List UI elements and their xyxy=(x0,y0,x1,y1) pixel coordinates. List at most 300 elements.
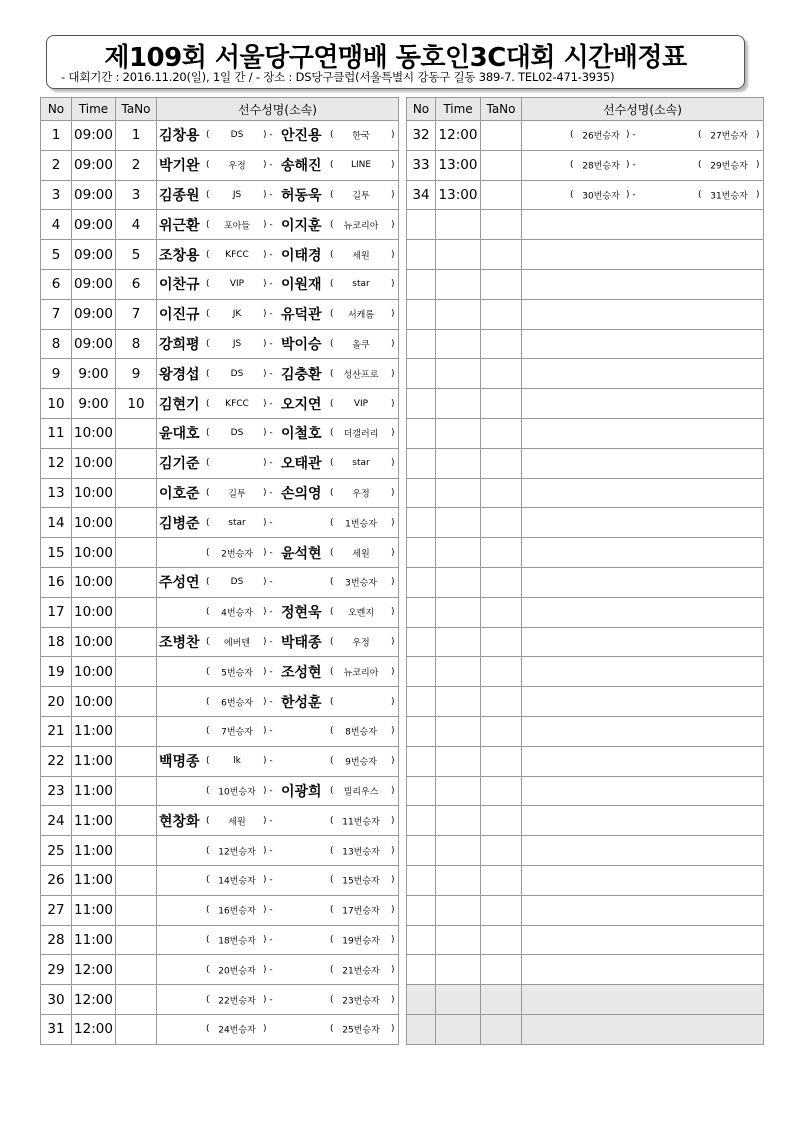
paren: ( xyxy=(206,756,210,767)
paren: ) xyxy=(391,934,395,945)
match-players xyxy=(157,687,399,717)
paren: ( xyxy=(206,785,210,796)
table-row xyxy=(407,121,764,151)
table-no xyxy=(116,478,157,508)
table-row-empty xyxy=(407,448,764,478)
paren: ) xyxy=(391,368,395,379)
match-players xyxy=(157,508,399,538)
empty-cell xyxy=(481,359,522,389)
player-2-club: 빌리우스 xyxy=(343,787,379,798)
table-row xyxy=(41,150,399,180)
paren: ( xyxy=(206,458,210,469)
empty-cell xyxy=(407,269,436,299)
empty-cell xyxy=(407,687,436,717)
paren: ( xyxy=(206,249,210,260)
match-players xyxy=(157,895,399,925)
paren: ( xyxy=(206,219,210,230)
table-no xyxy=(116,508,157,538)
match-time: 10:00 xyxy=(72,567,116,597)
paren: ( xyxy=(570,130,574,141)
empty-cell xyxy=(522,806,764,836)
empty-cell xyxy=(481,985,522,1015)
table-no xyxy=(116,746,157,776)
paren-dash: ) - xyxy=(263,487,273,498)
paren: ( xyxy=(330,577,334,588)
match-no: 28 xyxy=(41,925,72,955)
table-row-empty xyxy=(407,1014,764,1044)
player-1-club: 14번승자 xyxy=(218,876,256,887)
empty-cell xyxy=(436,210,481,240)
match-no: 5 xyxy=(41,240,72,270)
empty-cell xyxy=(481,299,522,329)
match-time: 09:00 xyxy=(72,269,116,299)
paren: ) xyxy=(391,726,395,737)
player-1-club: 5번승자 xyxy=(221,668,253,679)
match-time: 11:00 xyxy=(72,806,116,836)
paren: ) xyxy=(391,398,395,409)
table-row xyxy=(41,508,399,538)
empty-cell xyxy=(436,240,481,270)
player-1-club: lk xyxy=(233,756,241,767)
empty-cell xyxy=(436,567,481,597)
table-row xyxy=(41,269,399,299)
paren: ( xyxy=(206,338,210,349)
player-2-club: 뉴코리아 xyxy=(343,221,379,232)
match-time: 10:00 xyxy=(72,657,116,687)
match-players xyxy=(157,865,399,895)
table-row xyxy=(41,121,399,151)
table-no xyxy=(116,567,157,597)
empty-cell xyxy=(522,1014,764,1044)
paren-dash: ) - xyxy=(263,905,273,916)
player-1-club: DS xyxy=(230,130,244,141)
match-time: 10:00 xyxy=(72,597,116,627)
match-no: 6 xyxy=(41,269,72,299)
empty-cell xyxy=(481,567,522,597)
paren: ( xyxy=(330,964,334,975)
table-row xyxy=(41,925,399,955)
player-2-club: 성산프로 xyxy=(343,370,379,381)
paren: ( xyxy=(330,636,334,647)
col-no: No xyxy=(41,98,72,121)
player-1-club: 24번승자 xyxy=(218,1025,256,1036)
paren: ( xyxy=(330,458,334,469)
match-no: 22 xyxy=(41,746,72,776)
title-box xyxy=(46,35,745,89)
player-2-club: 21번승자 xyxy=(342,966,380,977)
table-row-empty xyxy=(407,716,764,746)
player-2-name: 오태관 xyxy=(281,456,322,473)
table-row-empty xyxy=(407,299,764,329)
player-2-club: 25번승자 xyxy=(342,1025,380,1036)
paren: ) xyxy=(756,189,760,200)
player-2-club: 11번승자 xyxy=(342,817,380,828)
match-time: 09:00 xyxy=(72,121,116,151)
paren: ( xyxy=(330,487,334,498)
match-time: 09:00 xyxy=(72,180,116,210)
match-time: 11:00 xyxy=(72,716,116,746)
paren: ( xyxy=(206,547,210,558)
header-row xyxy=(407,98,764,121)
player-1-club: 2번승자 xyxy=(221,549,253,560)
player-2-club: 29번승자 xyxy=(710,161,748,172)
table-row-empty xyxy=(407,955,764,985)
match-no: 1 xyxy=(41,121,72,151)
player-1-club: KFCC xyxy=(225,249,249,260)
player-2-name: 오지연 xyxy=(281,396,322,413)
match-time: 11:00 xyxy=(72,895,116,925)
empty-cell xyxy=(481,418,522,448)
empty-cell xyxy=(522,538,764,568)
match-no: 26 xyxy=(41,865,72,895)
player-2-club: 1번승자 xyxy=(345,519,377,530)
table-row xyxy=(41,210,399,240)
table-no: 5 xyxy=(116,240,157,270)
empty-cell xyxy=(481,269,522,299)
player-1-name: 조창용 xyxy=(159,247,200,264)
empty-cell xyxy=(481,627,522,657)
match-players xyxy=(157,448,399,478)
match-time: 10:00 xyxy=(72,448,116,478)
paren: ( xyxy=(570,160,574,171)
table-no: 3 xyxy=(116,180,157,210)
player-2-club: star xyxy=(352,279,370,290)
match-time: 12:00 xyxy=(72,985,116,1015)
player-2-name: 이태경 xyxy=(281,247,322,264)
table-row xyxy=(41,597,399,627)
table-row-empty xyxy=(407,240,764,270)
player-2-name: 한성훈 xyxy=(281,694,322,711)
player-1-name: 김현기 xyxy=(159,396,200,413)
match-no: 9 xyxy=(41,359,72,389)
empty-cell xyxy=(407,597,436,627)
empty-cell xyxy=(481,776,522,806)
player-1-club: 우정 xyxy=(228,161,246,172)
paren: ( xyxy=(330,607,334,618)
player-2-name: 이철호 xyxy=(281,426,322,443)
table-row xyxy=(41,806,399,836)
match-no: 31 xyxy=(41,1014,72,1044)
player-1-name: 주성연 xyxy=(159,575,200,592)
paren-dash: ) - xyxy=(263,666,273,677)
match-time: 10:00 xyxy=(72,508,116,538)
match-time: 9:00 xyxy=(72,389,116,419)
empty-cell xyxy=(407,389,436,419)
paren-dash: ) - xyxy=(263,368,273,379)
paren-dash: ) - xyxy=(263,696,273,707)
paren-dash: ) - xyxy=(263,398,273,409)
empty-cell xyxy=(522,955,764,985)
col-players: 선수성명(소속) xyxy=(157,98,399,121)
empty-cell xyxy=(522,210,764,240)
player-1-club: 16번승자 xyxy=(218,906,256,917)
paren: ( xyxy=(206,964,210,975)
table-row xyxy=(41,240,399,270)
table-row-empty xyxy=(407,746,764,776)
empty-cell xyxy=(436,687,481,717)
player-2-club: 한국 xyxy=(352,131,370,142)
player-1-club: 22번승자 xyxy=(218,996,256,1006)
paren: ) xyxy=(391,189,395,200)
empty-cell xyxy=(436,806,481,836)
table-row xyxy=(41,359,399,389)
empty-cell xyxy=(481,687,522,717)
paren: ( xyxy=(206,726,210,737)
paren: ( xyxy=(698,189,702,200)
table-no xyxy=(116,448,157,478)
player-1-club: 6번승자 xyxy=(221,698,253,709)
player-1-club: 세원 xyxy=(228,817,246,828)
empty-cell xyxy=(407,478,436,508)
paren-dash: ) - xyxy=(626,160,636,171)
match-time: 09:00 xyxy=(72,210,116,240)
paren-dash: ) - xyxy=(263,607,273,618)
table-row-empty xyxy=(407,895,764,925)
player-1-name: 현창화 xyxy=(159,813,200,830)
empty-cell xyxy=(436,865,481,895)
empty-cell xyxy=(522,359,764,389)
table-row-empty xyxy=(407,269,764,299)
match-no: 27 xyxy=(41,895,72,925)
match-time: 13:00 xyxy=(436,150,481,180)
paren: ( xyxy=(330,547,334,558)
paren-dash: ) - xyxy=(263,756,273,767)
empty-cell xyxy=(436,627,481,657)
empty-cell xyxy=(436,359,481,389)
match-players xyxy=(522,180,764,210)
empty-cell xyxy=(407,925,436,955)
match-players xyxy=(157,418,399,448)
match-players xyxy=(157,121,399,151)
player-2-name: 송해진 xyxy=(281,158,322,175)
paren: ) xyxy=(391,875,395,886)
match-players xyxy=(157,627,399,657)
empty-cell xyxy=(522,269,764,299)
match-players xyxy=(157,359,399,389)
paren-dash: ) - xyxy=(263,458,273,469)
empty-cell xyxy=(407,359,436,389)
match-no: 25 xyxy=(41,836,72,866)
table-no xyxy=(116,806,157,836)
table-row xyxy=(407,180,764,210)
empty-cell xyxy=(481,508,522,538)
empty-cell xyxy=(522,985,764,1015)
table-no xyxy=(116,627,157,657)
match-players xyxy=(157,985,399,1015)
match-no: 32 xyxy=(407,121,436,151)
player-2-club: 17번승자 xyxy=(342,906,380,917)
player-2-club: 우정 xyxy=(352,638,370,649)
match-players xyxy=(157,806,399,836)
paren: ( xyxy=(206,368,210,379)
player-2-club: 세원 xyxy=(352,251,370,262)
match-time: 09:00 xyxy=(72,150,116,180)
match-time: 09:00 xyxy=(72,240,116,270)
empty-cell xyxy=(481,538,522,568)
empty-cell xyxy=(436,985,481,1015)
empty-cell xyxy=(481,329,522,359)
table-no xyxy=(116,836,157,866)
table-row xyxy=(41,985,399,1015)
paren-dash: ) - xyxy=(263,815,273,826)
player-2-club: 길투 xyxy=(352,191,370,202)
match-players xyxy=(157,240,399,270)
empty-cell xyxy=(407,538,436,568)
player-1-name: 김창용 xyxy=(159,128,200,145)
match-no: 4 xyxy=(41,210,72,240)
match-players xyxy=(157,567,399,597)
empty-cell xyxy=(436,597,481,627)
table-row-empty xyxy=(407,508,764,538)
paren: ( xyxy=(330,696,334,707)
player-1-club: JS xyxy=(232,189,242,200)
player-2-club: 올쿠 xyxy=(352,340,370,351)
empty-cell xyxy=(407,210,436,240)
match-time: 10:00 xyxy=(72,478,116,508)
match-players xyxy=(157,269,399,299)
table-row xyxy=(41,776,399,806)
player-2-name: 박이승 xyxy=(281,336,322,353)
table-row-empty xyxy=(407,865,764,895)
paren-dash: ) - xyxy=(263,845,273,856)
paren: ) xyxy=(391,428,395,439)
paren: ( xyxy=(206,1024,210,1035)
col-tano: TaNo xyxy=(116,98,157,121)
match-time: 10:00 xyxy=(72,538,116,568)
paren: ( xyxy=(206,696,210,707)
col-time: Time xyxy=(436,98,481,121)
match-players xyxy=(157,389,399,419)
match-no: 19 xyxy=(41,657,72,687)
table-row-empty xyxy=(407,657,764,687)
player-1-club: DS xyxy=(230,368,244,379)
paren: ) xyxy=(391,964,395,975)
table-row xyxy=(41,657,399,687)
match-no: 8 xyxy=(41,329,72,359)
empty-cell xyxy=(436,895,481,925)
paren: ( xyxy=(206,279,210,290)
empty-cell xyxy=(407,1014,436,1044)
match-time: 11:00 xyxy=(72,865,116,895)
paren: ( xyxy=(330,666,334,677)
paren: ) xyxy=(391,607,395,618)
player-1-club: JK xyxy=(232,309,242,320)
match-players xyxy=(157,955,399,985)
match-no: 15 xyxy=(41,538,72,568)
player-2-name: 안진용 xyxy=(281,128,322,145)
empty-cell xyxy=(481,389,522,419)
table-row-empty xyxy=(407,389,764,419)
player-2-club: LINE xyxy=(350,160,372,171)
empty-cell xyxy=(407,418,436,448)
table-row xyxy=(41,418,399,448)
match-players xyxy=(157,597,399,627)
paren: ( xyxy=(206,189,210,200)
empty-cell xyxy=(522,567,764,597)
table-no xyxy=(116,657,157,687)
paren: ) xyxy=(756,160,760,171)
match-no: 20 xyxy=(41,687,72,717)
player-1-name: 강희평 xyxy=(159,336,200,353)
empty-cell xyxy=(481,716,522,746)
paren-dash: ) xyxy=(263,1024,267,1035)
empty-cell xyxy=(407,806,436,836)
paren: ( xyxy=(330,994,334,1005)
paren: ( xyxy=(330,845,334,856)
player-1-club: 에버텐 xyxy=(223,638,251,649)
player-1-club: 7번승자 xyxy=(221,727,253,738)
paren: ( xyxy=(330,279,334,290)
table-no xyxy=(481,180,522,210)
player-2-name: 정현욱 xyxy=(281,605,322,622)
paren: ) xyxy=(391,160,395,171)
paren: ( xyxy=(330,160,334,171)
player-1-name: 왕경섭 xyxy=(159,366,200,383)
table-row xyxy=(41,180,399,210)
table-no xyxy=(116,985,157,1015)
paren: ( xyxy=(330,934,334,945)
player-2-name: 이지훈 xyxy=(281,217,322,234)
paren-dash: ) - xyxy=(626,189,636,200)
player-1-club: 포아들 xyxy=(223,221,251,232)
paren: ( xyxy=(330,428,334,439)
match-players xyxy=(157,657,399,687)
paren: ( xyxy=(330,875,334,886)
match-time: 11:00 xyxy=(72,776,116,806)
match-time: 10:00 xyxy=(72,687,116,717)
paren: ( xyxy=(206,130,210,141)
table-row-empty xyxy=(407,687,764,717)
empty-cell xyxy=(522,687,764,717)
player-1-name: 이진규 xyxy=(159,307,200,324)
empty-cell xyxy=(436,716,481,746)
table-row xyxy=(41,389,399,419)
paren: ( xyxy=(330,1024,334,1035)
empty-cell xyxy=(407,448,436,478)
player-2-club: 31번승자 xyxy=(710,191,748,202)
player-1-name: 김종원 xyxy=(159,187,200,204)
player-2-club: 3번승자 xyxy=(345,578,377,589)
table-row-empty xyxy=(407,418,764,448)
paren-dash: ) - xyxy=(263,338,273,349)
match-no: 17 xyxy=(41,597,72,627)
paren: ( xyxy=(330,905,334,916)
paren: ( xyxy=(206,666,210,677)
empty-cell xyxy=(436,776,481,806)
player-1-name: 윤대호 xyxy=(159,426,200,443)
paren: ( xyxy=(330,815,334,826)
table-no: 7 xyxy=(116,299,157,329)
table-row-empty xyxy=(407,985,764,1015)
player-1-name: 이찬규 xyxy=(159,277,200,294)
table-row xyxy=(41,299,399,329)
match-players xyxy=(157,746,399,776)
empty-cell xyxy=(436,538,481,568)
table-row xyxy=(41,567,399,597)
player-1-club: 26번승자 xyxy=(582,131,620,142)
empty-cell xyxy=(481,925,522,955)
player-1-name: 김병준 xyxy=(159,515,200,532)
player-2-name: 유덕관 xyxy=(281,307,322,324)
table-no xyxy=(116,776,157,806)
table-row xyxy=(41,716,399,746)
empty-cell xyxy=(436,1014,481,1044)
empty-cell xyxy=(436,955,481,985)
paren-dash: ) - xyxy=(263,160,273,171)
match-time: 12:00 xyxy=(72,955,116,985)
player-1-club: 길투 xyxy=(228,489,246,500)
empty-cell xyxy=(522,895,764,925)
